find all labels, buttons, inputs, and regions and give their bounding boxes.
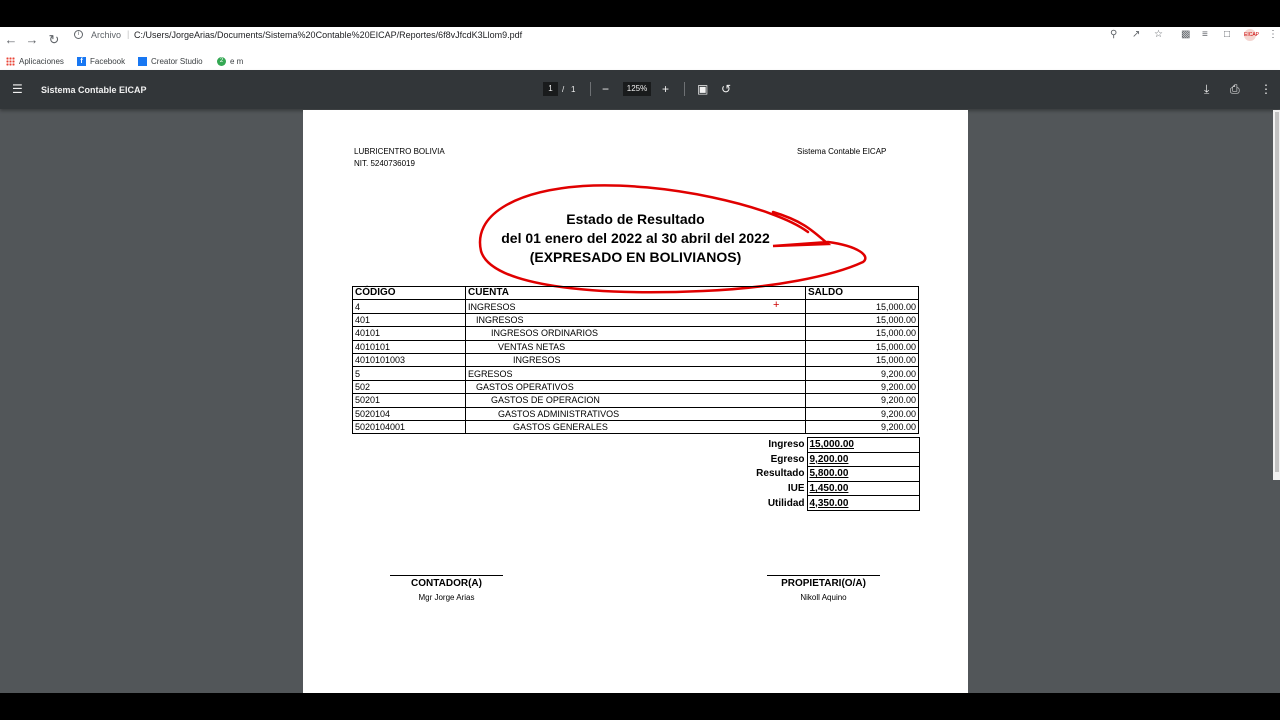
cell-code: 502 (353, 380, 466, 393)
pdf-title: Sistema Contable EICAP (41, 85, 147, 95)
page-separator: / (562, 85, 565, 94)
column-header-saldo: SALDO (806, 287, 919, 300)
page-number-input[interactable]: 1 (543, 82, 558, 96)
signature-line-right (767, 575, 880, 576)
scrollbar-thumb[interactable] (1275, 112, 1279, 472)
report-period: del 01 enero del 2022 al 30 abril del 2022 (501, 230, 770, 246)
total-pages: 1 (571, 85, 576, 94)
more-options-icon[interactable]: ⋮ (1260, 82, 1272, 96)
cell-saldo: 9,200.00 (806, 420, 919, 433)
creator-studio-icon (138, 57, 147, 66)
bookmark-apps[interactable]: Aplicaciones (6, 55, 64, 67)
totals-row (752, 452, 919, 467)
cell-account: INGRESOS (466, 353, 806, 366)
cell-account: GASTOS GENERALES (466, 420, 806, 433)
table-row (353, 407, 919, 420)
company-name: LUBRICENTRO BOLIVIA (354, 147, 445, 156)
signature-title-right: PROPIETARI(O/A) (781, 578, 866, 589)
cell-saldo: 15,000.00 (806, 340, 919, 353)
total-label: Egreso (770, 453, 805, 465)
cell-code: 40101 (353, 327, 466, 340)
bookmark-star-icon[interactable]: ☆ (1154, 29, 1163, 40)
url-divider: | (127, 29, 130, 39)
cell-code: 50201 (353, 394, 466, 407)
total-label: Utilidad (767, 497, 805, 509)
side-panel-icon[interactable]: □ (1224, 29, 1231, 40)
pdf-page (303, 110, 968, 693)
cell-account: EGRESOS (466, 367, 806, 380)
table-row (353, 367, 919, 380)
cell-code: 5020104001 (353, 420, 466, 433)
zoom-in-icon[interactable]: + (662, 82, 670, 96)
url-prefix: Archivo (91, 30, 122, 40)
cell-code: 5020104 (353, 407, 466, 420)
cell-account: INGRESOS (466, 313, 806, 326)
cell-saldo: 15,000.00 (806, 327, 919, 340)
cursor-crosshair-icon: + (773, 299, 780, 311)
signature-title-left: CONTADOR(A) (411, 578, 482, 589)
cell-account: INGRESOS (466, 300, 806, 313)
back-icon[interactable]: ← (4, 32, 18, 47)
table-row (353, 340, 919, 353)
totals-table (752, 437, 920, 511)
browser-window (0, 27, 1280, 693)
reading-list-icon[interactable]: ≡ (1202, 29, 1208, 40)
menu-icon[interactable]: ⋮ (1268, 29, 1278, 40)
browser-toolbar (0, 27, 1280, 70)
zoom-icon[interactable]: ⚲ (1110, 29, 1118, 40)
zoom-level-input[interactable]: 125% (623, 82, 651, 96)
total-label: Resultado (756, 468, 805, 480)
table-header-row (353, 287, 919, 300)
cell-saldo: 9,200.00 (806, 394, 919, 407)
rotate-icon[interactable]: ↺ (721, 82, 732, 96)
total-label: IUE (787, 483, 805, 495)
table-row (353, 313, 919, 326)
totals-row (752, 496, 919, 511)
company-nit: NIT. 5240736019 (354, 159, 415, 168)
cell-account: VENTAS NETAS (466, 340, 806, 353)
fit-page-icon[interactable]: ▣ (697, 82, 709, 96)
download-icon[interactable]: ⤓ (1204, 82, 1210, 96)
signature-name-left: Mgr Jorge Arias (418, 593, 475, 602)
totals-row (752, 481, 919, 496)
report-title: Estado de Resultado (566, 211, 705, 227)
forward-icon[interactable]: → (25, 32, 39, 47)
table-row (353, 353, 919, 366)
cell-saldo: 15,000.00 (806, 353, 919, 366)
total-value: 4,350.00 (807, 496, 919, 511)
bookmark-em[interactable]: 2 e m (217, 55, 243, 67)
total-value: 15,000.00 (807, 438, 919, 453)
red-annotation-circle (473, 176, 873, 298)
cell-code: 4 (353, 300, 466, 313)
total-value: 1,450.00 (807, 481, 919, 496)
bookmarks-bar (0, 51, 1280, 70)
bookmark-facebook[interactable]: f Facebook (77, 55, 125, 67)
accounts-table (352, 286, 919, 434)
total-value: 5,800.00 (807, 467, 919, 482)
print-icon[interactable]: ⎙ (1230, 82, 1240, 96)
table-row (353, 327, 919, 340)
column-header-account: CUENTA (466, 287, 806, 300)
table-row (353, 380, 919, 393)
signature-name-right: Nikoll Aquino (800, 593, 847, 602)
zoom-out-icon[interactable]: − (602, 82, 610, 96)
table-row (353, 300, 919, 313)
facebook-icon: f (77, 57, 86, 66)
cell-code: 4010101 (353, 340, 466, 353)
column-header-code: CÓDIGO (353, 287, 466, 300)
cell-account: INGRESOS ORDINARIOS (466, 327, 806, 340)
cell-saldo: 9,200.00 (806, 367, 919, 380)
reload-icon[interactable]: ↻ (48, 32, 60, 47)
cell-saldo: 9,200.00 (806, 407, 919, 420)
cell-saldo: 15,000.00 (806, 300, 919, 313)
cell-saldo: 15,000.00 (806, 313, 919, 326)
cell-saldo: 9,200.00 (806, 380, 919, 393)
em-icon: 2 (217, 57, 226, 66)
cell-code: 4010101003 (353, 353, 466, 366)
table-row (353, 394, 919, 407)
totals-row (752, 467, 919, 482)
cell-account: GASTOS DE OPERACION (466, 394, 806, 407)
report-currency-note: (EXPRESADO EN BOLIVIANOS) (529, 249, 742, 265)
extensions-icon[interactable]: ▩ (1181, 29, 1191, 40)
toolbar-divider (590, 82, 591, 96)
cell-account: GASTOS ADMINISTRATIVOS (466, 407, 806, 420)
system-name: Sistema Contable EICAP (797, 147, 887, 156)
totals-row (752, 438, 919, 453)
apps-grid-icon (6, 57, 15, 66)
address-bar[interactable] (70, 27, 1175, 44)
table-row (353, 420, 919, 433)
cell-code: 401 (353, 313, 466, 326)
bookmark-creator-studio[interactable]: Creator Studio (138, 55, 203, 67)
cell-account: GASTOS OPERATIVOS (466, 380, 806, 393)
url-text: C:/Users/JorgeArias/Documents/Sistema%20Contable%20EICAP/Reportes/6f8vJfcdK3Llom9.pdf (134, 30, 523, 40)
hamburger-menu-icon[interactable]: ☰ (12, 82, 23, 96)
cell-code: 5 (353, 367, 466, 380)
toolbar-divider (684, 82, 685, 96)
share-icon[interactable]: ↗ (1132, 29, 1141, 40)
profile-avatar[interactable]: EICAP (1244, 29, 1256, 41)
total-label: Ingreso (768, 439, 805, 451)
info-icon: i (74, 30, 83, 39)
pdf-toolbar (0, 70, 1280, 109)
total-value: 9,200.00 (807, 452, 919, 467)
signature-line-left (390, 575, 503, 576)
